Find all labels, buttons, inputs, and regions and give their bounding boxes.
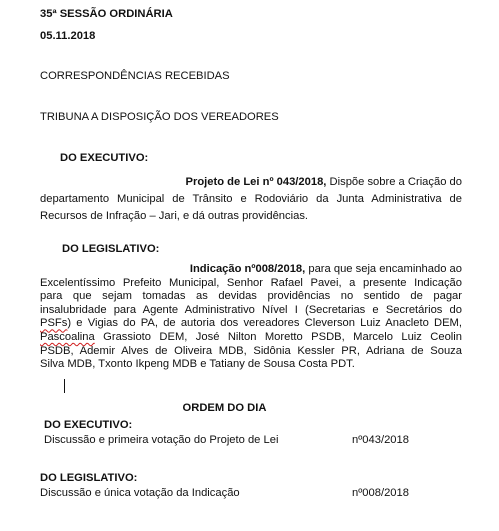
executivo-line-3: Recursos de Infração – Jari, e dá outras providências. (40, 210, 309, 222)
ordem-executivo-heading: DO EXECUTIVO: (44, 419, 133, 431)
ordem-legislativo-number: nº008/2018 (352, 487, 409, 499)
spellcheck-flag-psfs: PSFs (40, 317, 68, 330)
legislativo-line-8: Silva MDB, Txonto Ikpeng MDB e Tatiany de Sousa Costa PDT. (40, 358, 355, 371)
executivo-paragraph (40, 174, 462, 225)
indication-label: Indicação nº008/2018, (189, 263, 306, 275)
legislativo-paragraph (40, 263, 462, 372)
tribune-heading: TRIBUNA A DISPOSIÇÃO DOS VEREADORES (40, 111, 279, 123)
legislativo-heading: DO LEGISLATIVO: (62, 243, 160, 255)
legislativo-line-6-text: Grassioto DEM, José Nilton Moretto PSDB, Marcelo Luiz Ceolin (94, 330, 462, 343)
correspondence-heading: CORRESPONDÊNCIAS RECEBIDAS (40, 70, 230, 82)
ordem-legislativo-heading: DO LEGISLATIVO: (40, 472, 138, 484)
ordem-legislativo-item: Discussão e única votação da Indicação (40, 487, 240, 499)
session-date: 05.11.2018 (40, 30, 96, 42)
session-title: 35ª SESSÃO ORDINÁRIA (40, 8, 173, 20)
ordem-do-dia-title: ORDEM DO DIA (182, 402, 267, 414)
ordem-executivo-item: Discussão e primeira votação do Projeto de Lei (44, 434, 279, 446)
legislativo-line-4: insalubridade para Agente Administrativo Nível I (Secretarias e Secretários do (40, 303, 462, 316)
legislativo-line-2: Excelentíssimo Prefeito Municipal, Senhor Rafael Pavei, a presente Indicação (40, 276, 462, 289)
indication-text-start: para que seja encaminhado ao (305, 263, 462, 275)
legislativo-line-1 (40, 263, 462, 277)
executivo-line-1 (40, 174, 462, 191)
executivo-line-2: departamento Municipal de Trânsito e Rodoviário da Junta Administrativa de (40, 193, 462, 205)
legislativo-line-5 (40, 317, 462, 331)
ordem-executivo-number: nº043/2018 (352, 434, 409, 446)
bill-title-start: Dispõe sobre a Criação do (326, 176, 462, 188)
text-cursor[interactable] (64, 379, 65, 393)
spellcheck-flag-pascoalina: Pascoalina (40, 330, 95, 343)
legislativo-line-3: para que sejam tomadas as devidas providências no sentido de pagar (40, 290, 462, 303)
legislativo-line-6 (40, 331, 462, 345)
bill-label: Projeto de Lei nº 043/2018, (185, 176, 327, 188)
executivo-heading: DO EXECUTIVO: (60, 152, 149, 164)
legislativo-line-5-text: ) e Vigias do PA, de autoria dos vereadores Cleverson Luiz Anacleto DEM, (67, 317, 462, 330)
legislativo-line-7: PSDB, Ademir Alves de Oliveira MDB, Sidônia Kessler PR, Adriana de Souza (40, 344, 462, 357)
